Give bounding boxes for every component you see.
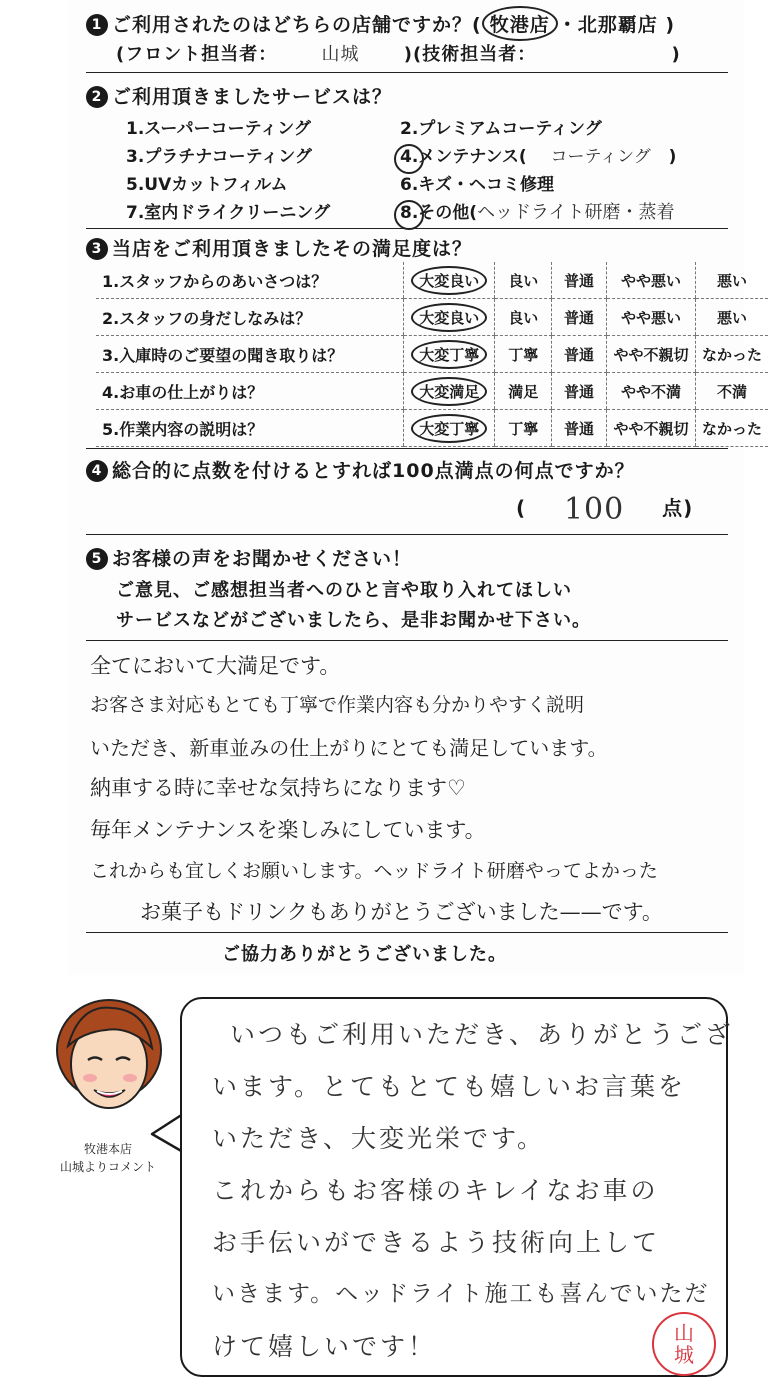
reply-line: けて嬉しいです！	[212, 1332, 437, 1361]
service-item: 1.スーパーコーティング	[126, 119, 311, 139]
selected-option: 大変満足	[411, 377, 487, 406]
reply-line: これからもお客様のキレイなお車の	[212, 1176, 659, 1205]
service-item-maintenance: 4.メンテナンス( コーティング )	[400, 142, 676, 167]
q3-number-badge: 3	[86, 238, 108, 260]
divider	[86, 448, 728, 449]
staff-seal-stamp: 山城	[652, 1312, 716, 1376]
q4-number-badge: 4	[86, 460, 108, 482]
reply-line: いただき、大変光栄です。	[212, 1124, 546, 1153]
divider	[86, 932, 728, 933]
q5-description: サービスなどがございましたら、是非お聞かせ下さい。	[116, 610, 591, 631]
q2-service-question: 2 ご利用頂きましたサービスは？	[86, 82, 392, 109]
divider	[86, 228, 728, 229]
q5-number-badge: 5	[86, 548, 108, 570]
grid-row: 1.スタッフからのあいさつは？ 大変良い 良い 普通 やや悪い 悪い	[96, 262, 768, 299]
service-item: 2.プレミアムコーティング	[400, 119, 602, 139]
customer-comment-line: お客さま対応もとても丁寧で作業内容も分かりやすく説明	[90, 694, 585, 716]
reply-line: いつもご利用いただき、ありがとうござ	[230, 1020, 734, 1049]
q5-voice-question: 5 お客様の声をお聞かせください！	[86, 544, 412, 571]
q1-staff-row: (フロント担当者： 山城 )(技術担当者： )	[116, 40, 681, 66]
reply-line: いきます。ヘッドライト施工も喜んでいただ	[212, 1281, 710, 1307]
maintenance-written: コーティング	[550, 147, 651, 167]
grid-row: 2.スタッフの身だしなみは？ 大変良い 良い 普通 やや悪い 悪い	[96, 299, 768, 336]
store-other: 北那覇店	[577, 14, 658, 36]
customer-comment-line: いただき、新車並みの仕上がりにとても満足しています。	[90, 736, 608, 760]
q3-satisfaction-question: 3 当店をご利用頂きましたその満足度は？	[86, 234, 472, 261]
q1-store-question: 1 ご利用されたのはどちらの店舗ですか？( 牧港店 ・北那覇店 )	[86, 6, 675, 41]
service-item: 5.UVカットフィルム	[126, 175, 288, 195]
staff-name: 山城よりコメント	[59, 1160, 156, 1174]
service-item: 3.プラチナコーティング	[126, 147, 312, 167]
front-staff-name: 山城	[321, 44, 360, 65]
service-item-other: 8.その他(ヘッドライト研磨・蒸着	[400, 198, 675, 224]
customer-comment-line: 全てにおいて大満足です。	[90, 654, 341, 678]
staff-avatar	[50, 996, 168, 1114]
customer-comment-line: 納車する時に幸せな気持ちになります♡	[90, 776, 466, 800]
grid-row-label: 2.スタッフの身だしなみは？	[96, 299, 404, 336]
selected-option: 大変丁寧	[411, 414, 487, 443]
thanks-message: ご協力ありがとうございました。	[222, 944, 507, 965]
staff-reply-bubble	[180, 997, 734, 1377]
customer-comment-line: これからも宜しくお願いします。ヘッドライト研磨やってよかった	[90, 860, 658, 882]
satisfaction-grid	[96, 262, 768, 447]
grid-row-label: 5.作業内容の説明は？	[96, 410, 404, 447]
service-item: 7.室内ドライクリーニング	[126, 203, 331, 223]
grid-row: 5.作業内容の説明は？ 大変丁寧 丁寧 普通 やや不親切 なかった	[96, 410, 768, 447]
score-value: 100	[563, 492, 625, 527]
customer-comment-line: 毎年メンテナンスを楽しみにしています。	[90, 818, 486, 842]
q4-score-answer: ( 100 点)	[516, 492, 694, 527]
q2-number-badge: 2	[86, 86, 108, 108]
staff-store: 牧港本店	[83, 1142, 132, 1156]
grid-row-label: 4.お車の仕上がりは？	[96, 373, 404, 410]
q1-number-badge: 1	[86, 14, 108, 36]
reply-line: お手伝いができるよう技術向上して	[212, 1228, 661, 1257]
grid-row-label: 3.入庫時のご要望の聞き取りは？	[96, 336, 404, 373]
customer-comment-line: お菓子もドリンクもありがとうございました——です。	[140, 900, 663, 924]
divider	[86, 534, 728, 535]
divider	[86, 640, 728, 641]
selected-option: 大変良い	[411, 266, 487, 295]
selected-option: 大変丁寧	[411, 340, 487, 369]
grid-row-label: 1.スタッフからのあいさつは？	[96, 262, 404, 299]
selected-option: 大変良い	[411, 303, 487, 332]
q4-score-question: 4 総合的に点数を付けるとすれば100点満点の何点ですか？	[86, 456, 635, 483]
q5-description: ご意見、ご感想担当者へのひと言や取り入れてほしい	[116, 580, 572, 601]
grid-row: 3.入庫時のご要望の聞き取りは？ 大変丁寧 丁寧 普通 やや不親切 なかった	[96, 336, 768, 373]
reply-line: います。とてもとても嬉しいお言葉を	[212, 1072, 687, 1101]
store-selected: 牧港店	[482, 6, 558, 41]
bubble-tail	[150, 1112, 184, 1154]
divider	[86, 72, 728, 73]
service-item: 6.キズ・ヘコミ修理	[400, 175, 554, 195]
grid-row: 4.お車の仕上がりは？ 大変満足 満足 普通 やや不満 不満	[96, 373, 768, 410]
other-written: ヘッドライト研磨・蒸着	[477, 202, 675, 223]
selection-circle	[394, 200, 424, 230]
